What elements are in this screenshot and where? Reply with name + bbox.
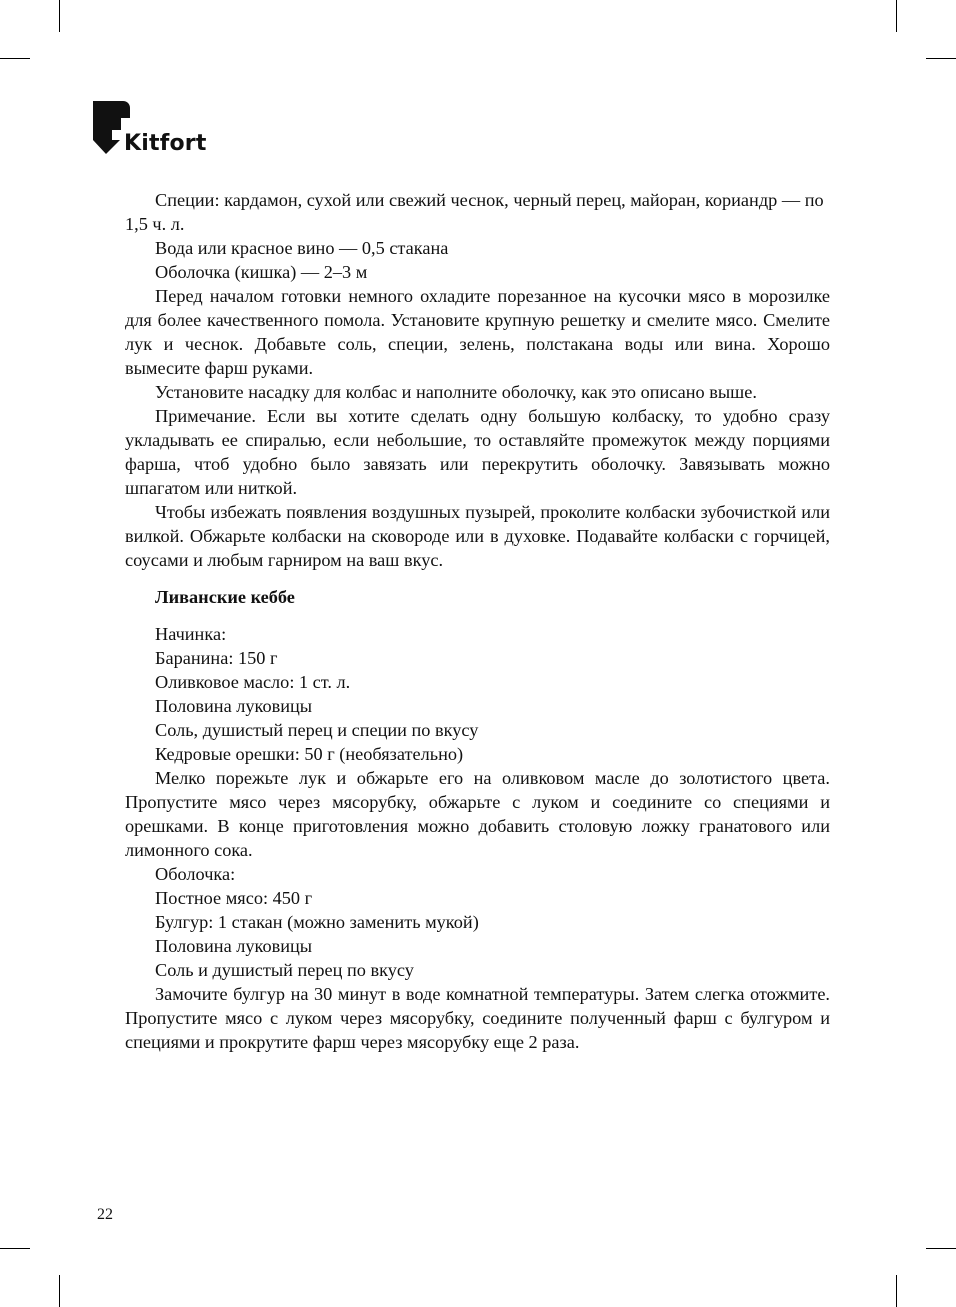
brand-logo xyxy=(92,100,222,158)
paragraph: Примечание. Если вы хотите сделать одну большую колбаску, то удобно сразу укладывать ее спиралью, если небольшие, то оставляйте промежуток между порциями фарша, чтоб удобно было завязать или перекрутить оболочку. Завязывать можно шпагатом или ниткой. xyxy=(125,406,830,498)
crop-mark xyxy=(926,58,956,59)
paragraph: Постное мясо: 450 г xyxy=(155,888,313,908)
paragraph: Половина луковицы xyxy=(155,936,313,956)
crop-mark xyxy=(59,0,60,32)
crop-mark xyxy=(896,0,897,32)
paragraph: Вода или красное вино — 0,5 стакана xyxy=(155,238,449,258)
paragraph: Оболочка (кишка) — 2–3 м xyxy=(155,262,368,282)
crop-mark xyxy=(926,1248,956,1249)
page-number: 22 xyxy=(97,1206,113,1223)
paragraph: Половина луковицы xyxy=(155,696,313,716)
document-body xyxy=(125,188,830,1054)
crop-mark xyxy=(59,1275,60,1307)
crop-mark xyxy=(896,1275,897,1307)
paragraph: Специи: кардамон, сухой или свежий чеснок, черный перец, майоран, кориандр — по 1,5 ч. л. xyxy=(125,190,824,234)
crop-mark xyxy=(0,58,30,59)
paragraph: Оливковое масло: 1 ст. л. xyxy=(155,672,351,692)
paragraph: Чтобы избежать появления воздушных пузырей, проколите колбаски зубочисткой или вилкой. Обжарьте колбаски на сковороде или в духовке. Подавайте колбаски с горчицей, соусами и любым гарниром на ваш вкус. xyxy=(125,502,830,570)
paragraph: Соль и душистый перец по вкусу xyxy=(155,960,414,980)
paragraph: Оболочка: xyxy=(155,864,236,884)
crop-mark xyxy=(0,1248,30,1249)
brand-name: Kitfort xyxy=(124,131,207,156)
paragraph: Установите насадку для колбас и наполните оболочку, как это описано выше. xyxy=(155,382,757,402)
paragraph: Баранина: 150 г xyxy=(155,648,278,668)
paragraph: Булгур: 1 стакан (можно заменить мукой) xyxy=(155,912,479,932)
paragraph: Соль, душистый перец и специи по вкусу xyxy=(155,720,479,740)
paragraph: Перед началом готовки немного охладите порезанное на кусочки мясо в морозилке для более качественного помола. Установите крупную решетку и смелите мясо. Смелите лук и чеснок. Добавьте соль, специи, зелень, полстакана воды или вина. Хорошо вымесите фарш руками. xyxy=(125,286,830,378)
paragraph: Кедровые орешки: 50 г (необязательно) xyxy=(155,744,464,764)
paragraph: Начинка: xyxy=(155,624,227,644)
section-heading: Ливанские кеббе xyxy=(155,587,295,607)
paragraph: Мелко порежьте лук и обжарьте его на оливковом масле до золотистого цвета. Пропустите мясо через мясорубку, обжарьте с луком и соедините со специями и орешками. В конце приготовления можно добавить столовую ложку гранатового или лимонного сока. xyxy=(125,768,830,860)
paragraph: Замочите булгур на 30 минут в воде комнатной температуры. Затем слегка отожмите. Пропустите мясо с луком через мясорубку, соедините полученный фарш с булгуром и специями и прокрутите фарш через мясорубку еще 2 раза. xyxy=(125,984,830,1052)
